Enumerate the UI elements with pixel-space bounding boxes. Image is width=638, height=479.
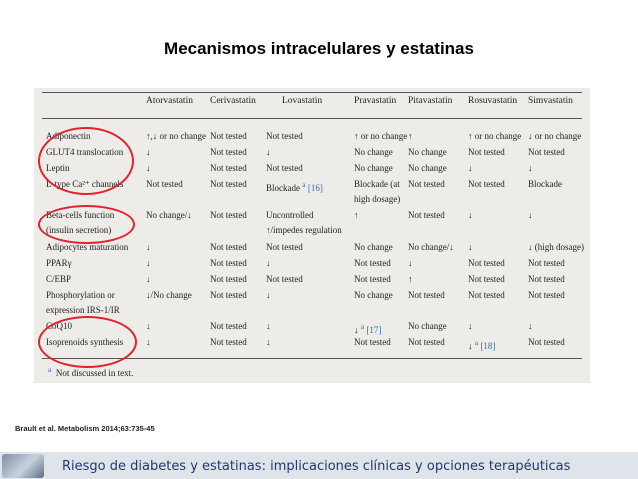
table-cell-text: Not tested [266,274,303,284]
table-cell [408,147,447,158]
table-cell [266,274,303,285]
table-cell [146,274,151,285]
table-cell-text: Not tested [210,258,247,268]
table-header-rule [42,118,582,119]
table-cell [354,163,393,174]
footnote-marker: a [48,365,52,374]
table-cell [146,258,151,269]
table-cell-text: Not tested [408,290,445,300]
table-cell-text: Not tested [468,290,505,300]
table-cell [468,163,473,174]
table-cell [408,321,447,332]
table-cell [266,210,314,221]
table-cell [146,242,151,253]
table-cell [266,337,271,348]
table-cell [266,258,271,269]
table-cell [468,242,473,253]
table-cell-text: Not tested [210,274,247,284]
table-cell [266,290,271,301]
table-cell [354,258,391,269]
table-cell [408,210,445,221]
table-cell-text: Not tested [528,290,565,300]
header-rosuvastatin: Rosuvastatin [468,96,518,106]
footer-text: Riesgo de diabetes y estatinas: implicaciones clínicas y opciones terapéuticas [62,459,571,474]
table-cell [146,163,151,174]
table-cell-text: ↓ [354,325,359,335]
table-cell [210,290,247,301]
row-label-continued: expression IRS-1/IR [46,305,120,315]
table-cell [354,210,359,221]
table-cell-text: Not tested [210,131,247,141]
table-cell-text: ↑ [408,131,413,141]
highlight-circle-adiponectin-leptin [38,127,134,195]
table-cell [408,290,445,301]
table-cell-text: ↑ or no change [468,131,522,141]
table-cell-text: Blockade [528,179,562,189]
table-cell-text: ↓ [146,163,151,173]
table-cell-text: ↓ [468,210,473,220]
table-cell-text: Not tested [210,242,247,252]
slide-title: Mecanismos intracelulares y estatinas [164,39,474,58]
header-atorvastatin: Atorvastatin [146,96,193,106]
table-cell [354,337,391,348]
footnote-marker: a [474,338,479,347]
table-cell [468,337,495,352]
table-cell-text: ↓ [528,321,533,331]
reference-link[interactable]: [18] [480,341,496,351]
table-cell-continued: ↑/impedes regulation [266,225,342,235]
table-cell [146,179,183,190]
table-cell [528,321,533,332]
table-cell [354,290,393,301]
table-cell [146,147,151,158]
row-label: Leptin [46,163,70,173]
table-cell-text: ↓ [146,258,151,268]
table-cell-text: ↓ [266,290,271,300]
table-cell [468,274,505,285]
table-cell-text: Not tested [408,210,445,220]
reference-link[interactable]: [16] [307,183,323,193]
table-cell [266,179,323,194]
table-cell-text: ↓ or no change [528,131,582,141]
table-cell-text: ↓ [146,321,151,331]
header-pitavastatin: Pitavastatin [408,96,453,106]
table-cell-text: Not tested [468,274,505,284]
table-cell [266,242,303,253]
row-label-continued: (insulin secretion) [46,225,112,235]
table-cell [354,242,393,253]
table-cell-text: No change [354,147,393,157]
table-cell-text: No change [408,321,447,331]
table-cell [354,274,391,285]
table-cell [210,337,247,348]
table-cell-text: ↓/No change [146,290,192,300]
table-cell [146,290,192,301]
table-cell-text: ↓ [528,163,533,173]
row-label: Adipocytes maturation [46,242,129,252]
header-pravastatin: Pravastatin [354,96,397,106]
table-cell [468,258,505,269]
table-cell-text: Not tested [468,147,505,157]
table-cell-text: Not tested [210,163,247,173]
row-label: Beta-cells function [46,210,115,220]
table-cell [468,290,505,301]
row-label: Phosphorylation or [46,290,115,300]
table-cell [210,147,247,158]
header-simvastatin: Simvastatin [528,96,573,106]
table-cell [210,179,247,190]
table-cell [408,337,445,348]
table-cell [468,147,505,158]
table-cell-text: Not tested [210,337,247,347]
table-cell [528,258,565,269]
table-cell [210,321,247,332]
reference-link[interactable]: [17] [366,325,382,335]
row-label: Adiponectin [46,131,91,141]
table-cell-text: ↓ [408,258,413,268]
header-lovastatin: Lovastatin [282,96,323,106]
highlight-circle-beta-cells [38,205,135,244]
table-cell [146,337,151,348]
footnote-marker: a [360,322,365,331]
row-label: PPARγ [46,258,72,268]
table-cell-text: Not tested [210,147,247,157]
table-cell [528,179,562,190]
table-cell-text: Not tested [528,258,565,268]
footnote-text: Not discussed in text. [55,368,134,378]
table-cell [210,163,247,174]
table-cell [266,163,303,174]
table-cell [528,290,565,301]
row-label: CoQ10 [46,321,73,331]
table-cell-text: Not tested [468,179,505,189]
table-cell [266,321,271,332]
table-cell-text: No change [354,242,393,252]
table-cell-text: No change/↓ [146,210,192,220]
table-cell-text: Blockade [266,183,300,193]
table-cell [210,274,247,285]
table-cell [468,321,473,332]
table-cell-text: Not tested [408,337,445,347]
table-top-rule [42,92,582,93]
highlight-circle-coq10-isoprenoids [38,316,137,368]
table-cell [210,258,247,269]
table-cell-text: Not tested [210,179,247,189]
table-cell [408,274,413,285]
table-cell [354,321,381,336]
row-label: Isoprenoids synthesis [46,337,124,347]
table-cell-text: Not tested [528,147,565,157]
table-cell [528,337,565,348]
table-cell-text: ↓ [468,321,473,331]
table-cell-text: Not tested [266,131,303,141]
table-cell-text: Not tested [210,321,247,331]
table-cell [354,131,407,142]
table-cell [408,163,447,174]
table-cell [408,258,413,269]
table-cell [210,210,247,221]
header-cerivastatin: Cerivastatin [210,96,256,106]
table-cell-text: Not tested [528,337,565,347]
table-cell [468,179,505,190]
citation: Brault et al. Metabolism 2014;63:735-45 [15,424,155,433]
table-cell-text: ↓ [468,242,473,252]
table-cell [266,131,303,142]
table-cell [210,131,247,142]
table-cell-text: ↓ [468,341,473,351]
table-cell-text: No change/↓ [408,242,454,252]
table-cell-text: ↓ (high dosage) [528,242,584,252]
table-cell-text: Not tested [468,258,505,268]
table-cell-continued: high dosage) [354,194,401,204]
table-cell [468,210,473,221]
footnote-marker: a [302,180,306,189]
table-cell [528,210,533,221]
table-cell-text: Not tested [210,210,247,220]
table-cell-text: Not tested [146,179,183,189]
table-cell-text: Not tested [266,163,303,173]
table-cell-text: Not tested [210,290,247,300]
table-cell-text: ↓ [528,210,533,220]
table-cell-text: Blockade (at [354,179,400,189]
table-cell [354,147,393,158]
table-cell [528,242,584,253]
table-cell-text: No change [354,163,393,173]
table-cell-text: Not tested [354,337,391,347]
table-cell-text: ↑ or no change [354,131,408,141]
table-cell [146,321,151,332]
table-cell-text: ↓ [266,258,271,268]
table-cell [210,242,247,253]
table-cell-text: ↑ [408,274,413,284]
table-cell [528,274,565,285]
table-cell-text: ↓ [266,147,271,157]
table-cell-text: ↓ [146,242,151,252]
table-cell [408,242,454,253]
table-cell-text: No change [408,163,447,173]
table-cell [408,179,445,190]
table-cell [468,131,521,142]
row-label: L-type Ca²⁺ channels [46,179,124,189]
table-cell [146,131,206,142]
table-cell [528,163,533,174]
table-cell [528,131,581,142]
table-cell-text: ↓ [468,163,473,173]
table-cell-text: ↓ [266,321,271,331]
table-cell-text: No change [408,147,447,157]
table-cell-text: No change [354,290,393,300]
table-cell-text: Not tested [408,179,445,189]
table-cell-text: Not tested [354,258,391,268]
table-cell-text: Not tested [528,274,565,284]
table-cell-text: ↑,↓ or no change [146,131,206,141]
table-cell-text: Uncontrolled [266,210,314,220]
table-cell [408,131,413,142]
row-label: GLUT4 translocation [46,147,124,157]
table-cell-text: ↓ [146,274,151,284]
footer-logo-icon [2,454,44,478]
table-cell [146,210,192,221]
table-cell [528,147,565,158]
table-cell-text: ↑ [354,210,359,220]
table-cell-text: ↓ [146,147,151,157]
table-cell [266,147,271,158]
table-cell-text: ↓ [266,337,271,347]
table-cell-text: Not tested [354,274,391,284]
table-cell-text: ↓ [146,337,151,347]
row-label: C/EBP [46,274,72,284]
table-cell [354,179,400,190]
table-cell-text: Not tested [266,242,303,252]
